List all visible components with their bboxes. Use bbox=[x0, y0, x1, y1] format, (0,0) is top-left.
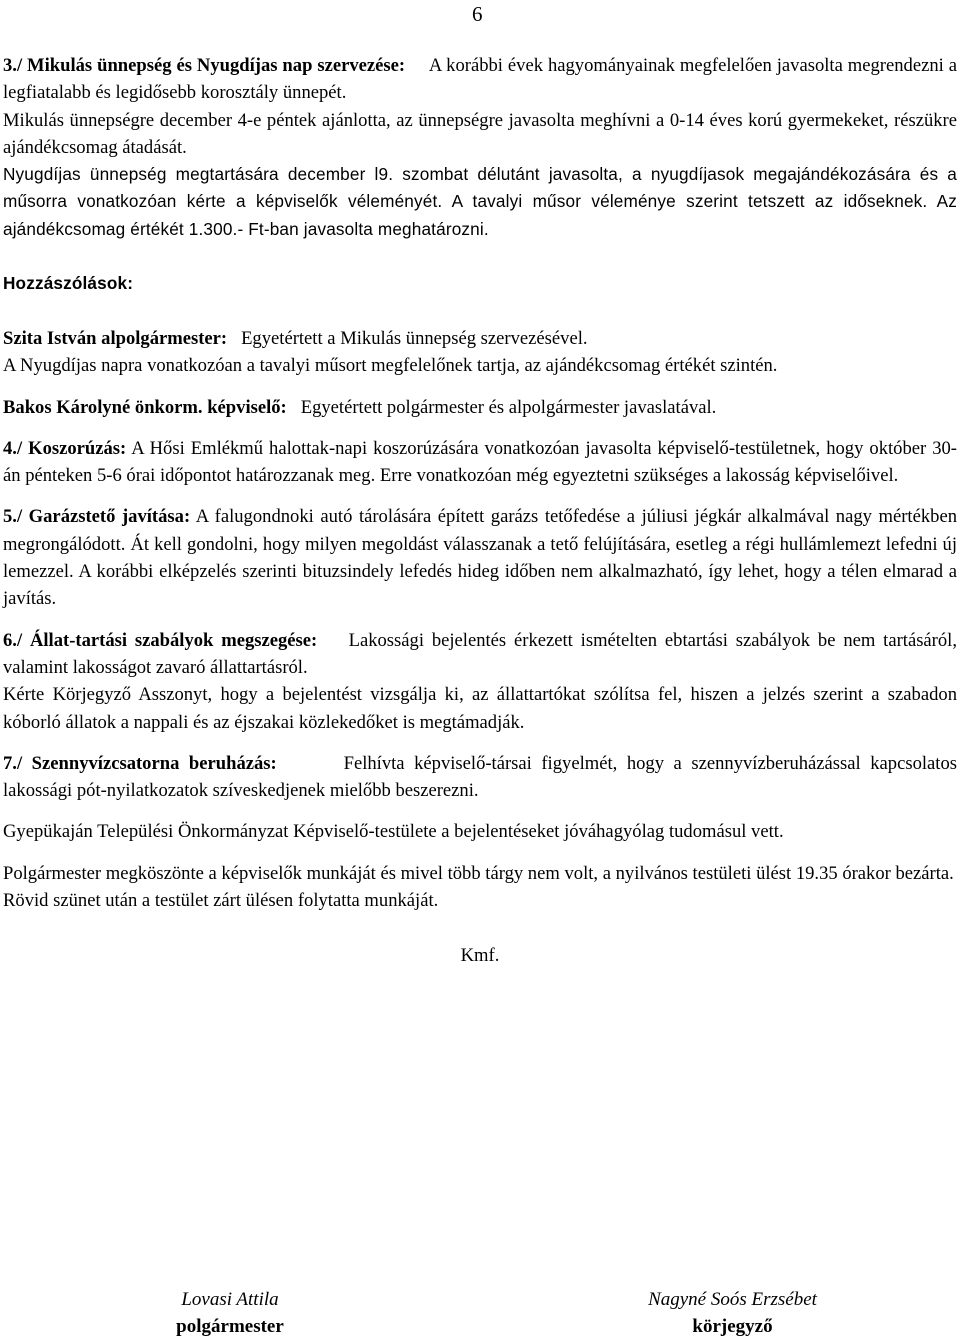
item-4-heading: 4./ Koszorúzás: bbox=[3, 437, 127, 459]
signature-notary bbox=[610, 1286, 855, 1340]
item-7-heading: 7./ Szennyvízcsatorna beruházás: bbox=[3, 752, 277, 774]
notary-role: körjegyző bbox=[692, 1316, 773, 1337]
item-6-paragraph bbox=[3, 627, 957, 682]
bakos-text: Egyetértett polgármester és alpolgármester javaslatával. bbox=[300, 396, 717, 418]
closing-approval: Gyepükaján Települési Önkormányzat Képviselő-testülete a bejelentéseket jóváhagyólag tudomásul vett. bbox=[3, 821, 784, 843]
item-5-text: A falugondnoki autó tárolására épített garázs tetőfedése a júliusi jégkár alkalmával nagy mértékben megrongálódott. Át kell gondolni, hogy milyen megoldást válasszanak a tető felújítására, esetleg a régi hullámlemezt lefedni új lemezzel. A korábbi elképzelés szerinti bituzsindely lefedés hideg időben nem alkalmazható, így lehet, hogy a télen elmarad a javítás. bbox=[3, 506, 957, 610]
mayor-role: polgármester bbox=[176, 1316, 284, 1337]
item-3-heading: 3./ Mikulás ünnepség és Nyugdíjas nap szervezése: bbox=[3, 55, 406, 76]
item-3-mikulas-text: Mikulás ünnepségre december 4-e péntek ajánlotta, az ünnepségre javasolta meghívni a 0-14 éves korú gyermekeket, részükre ajándékcsomag átadását. bbox=[3, 109, 957, 158]
item-3-intro: A korábbi évek hagyományainak megfelelően javasolta megrendezni a legfiatalabb és legidősebb korosztály ünnepét. bbox=[3, 55, 958, 104]
signature-block bbox=[0, 1286, 960, 1341]
item-5-heading: 5./ Garázstető javítása: bbox=[3, 506, 191, 528]
item-6-text-2: Kérte Körjegyző Asszonyt, hogy a bejelentést vizsgálja ki, az állattartókat szólítsa fel, hiszen a jelzés szerint a szabadon kóborló állatok a nappali és az éjszakai közlekedőket is megtámadják. bbox=[3, 684, 957, 733]
notary-name: Nagyné Soós Erzsébet bbox=[648, 1289, 817, 1310]
signature-mayor bbox=[150, 1286, 310, 1340]
bakos-speaker: Bakos Károlyné önkorm. képviselő: bbox=[3, 396, 287, 418]
szita-paragraph bbox=[3, 325, 957, 352]
item-6-heading: 6./ Állat-tartási szabályok megszegése: bbox=[3, 629, 318, 651]
item-7-text: Felhívta képviselő-társai figyelmét, hogy a szennyvízberuházással kapcsolatos lakossági pót-nyilatkozatok szíveskedjenek mielőbb beszerezni. bbox=[3, 752, 957, 802]
page-number: 6 bbox=[472, 2, 483, 26]
item-4-paragraph bbox=[3, 435, 957, 490]
section-item-3 bbox=[3, 52, 957, 243]
comments-heading: Hozzászólások: bbox=[3, 273, 134, 294]
item-4-text: A Hősi Emlékmű halottak-napi koszorúzására vonatkozóan javasolta képviselő-testületnek, hogy október 30-án pénteken 5-6 órai időpontot határozzanak meg. Erre vonatkozóan még egyeztetni szükséges a lakosság képviselőivel. bbox=[3, 437, 957, 487]
item-5-paragraph bbox=[3, 503, 957, 612]
item-6-text-1: Lakossági bejelentés érkezett ismételten ebtartási szabályok be nem tartásáról, valamint lakosságot zavaró állattartásról. bbox=[3, 629, 957, 678]
kmf-label: Kmf. bbox=[460, 944, 500, 966]
szita-text-2: A Nyugdíjas napra vonatkozóan a tavalyi műsort megfelelőnek tartja, az ajándékcsomag értékét szintén. bbox=[3, 355, 778, 377]
szita-text-1: Egyetértett a Mikulás ünnepség szervezésével. bbox=[241, 327, 588, 349]
mayor-name: Lovasi Attila bbox=[181, 1289, 279, 1310]
document-body bbox=[3, 52, 957, 969]
closing-thanks: Polgármester megköszönte a képviselők munkáját és mivel több tárgy nem volt, a nyilvános testületi ülést 19.35 órakor bezárta. bbox=[3, 862, 954, 884]
item-7-paragraph bbox=[3, 750, 957, 805]
item-3-nyugdijas-text: Nyugdíjas ünnepség megtartására december l9. szombat délutánt javasolta, a nyugdíjasok megajándékozására és a műsorra vonatkozóan kérte a képviselők véleményét. A tavalyi műsor véleménye szerint tetszett az időseknek. Az ajándékcsomag értékét 1.300.- Ft-ban javasolta meghatározni. bbox=[3, 164, 957, 239]
bakos-paragraph bbox=[3, 394, 957, 421]
szita-speaker: Szita István alpolgármester: bbox=[3, 327, 228, 349]
section-szita bbox=[3, 325, 957, 380]
closing-continuation: Rövid szünet után a testület zárt ülésen folytatta munkáját. bbox=[3, 890, 439, 912]
item-3-paragraph bbox=[3, 52, 957, 107]
